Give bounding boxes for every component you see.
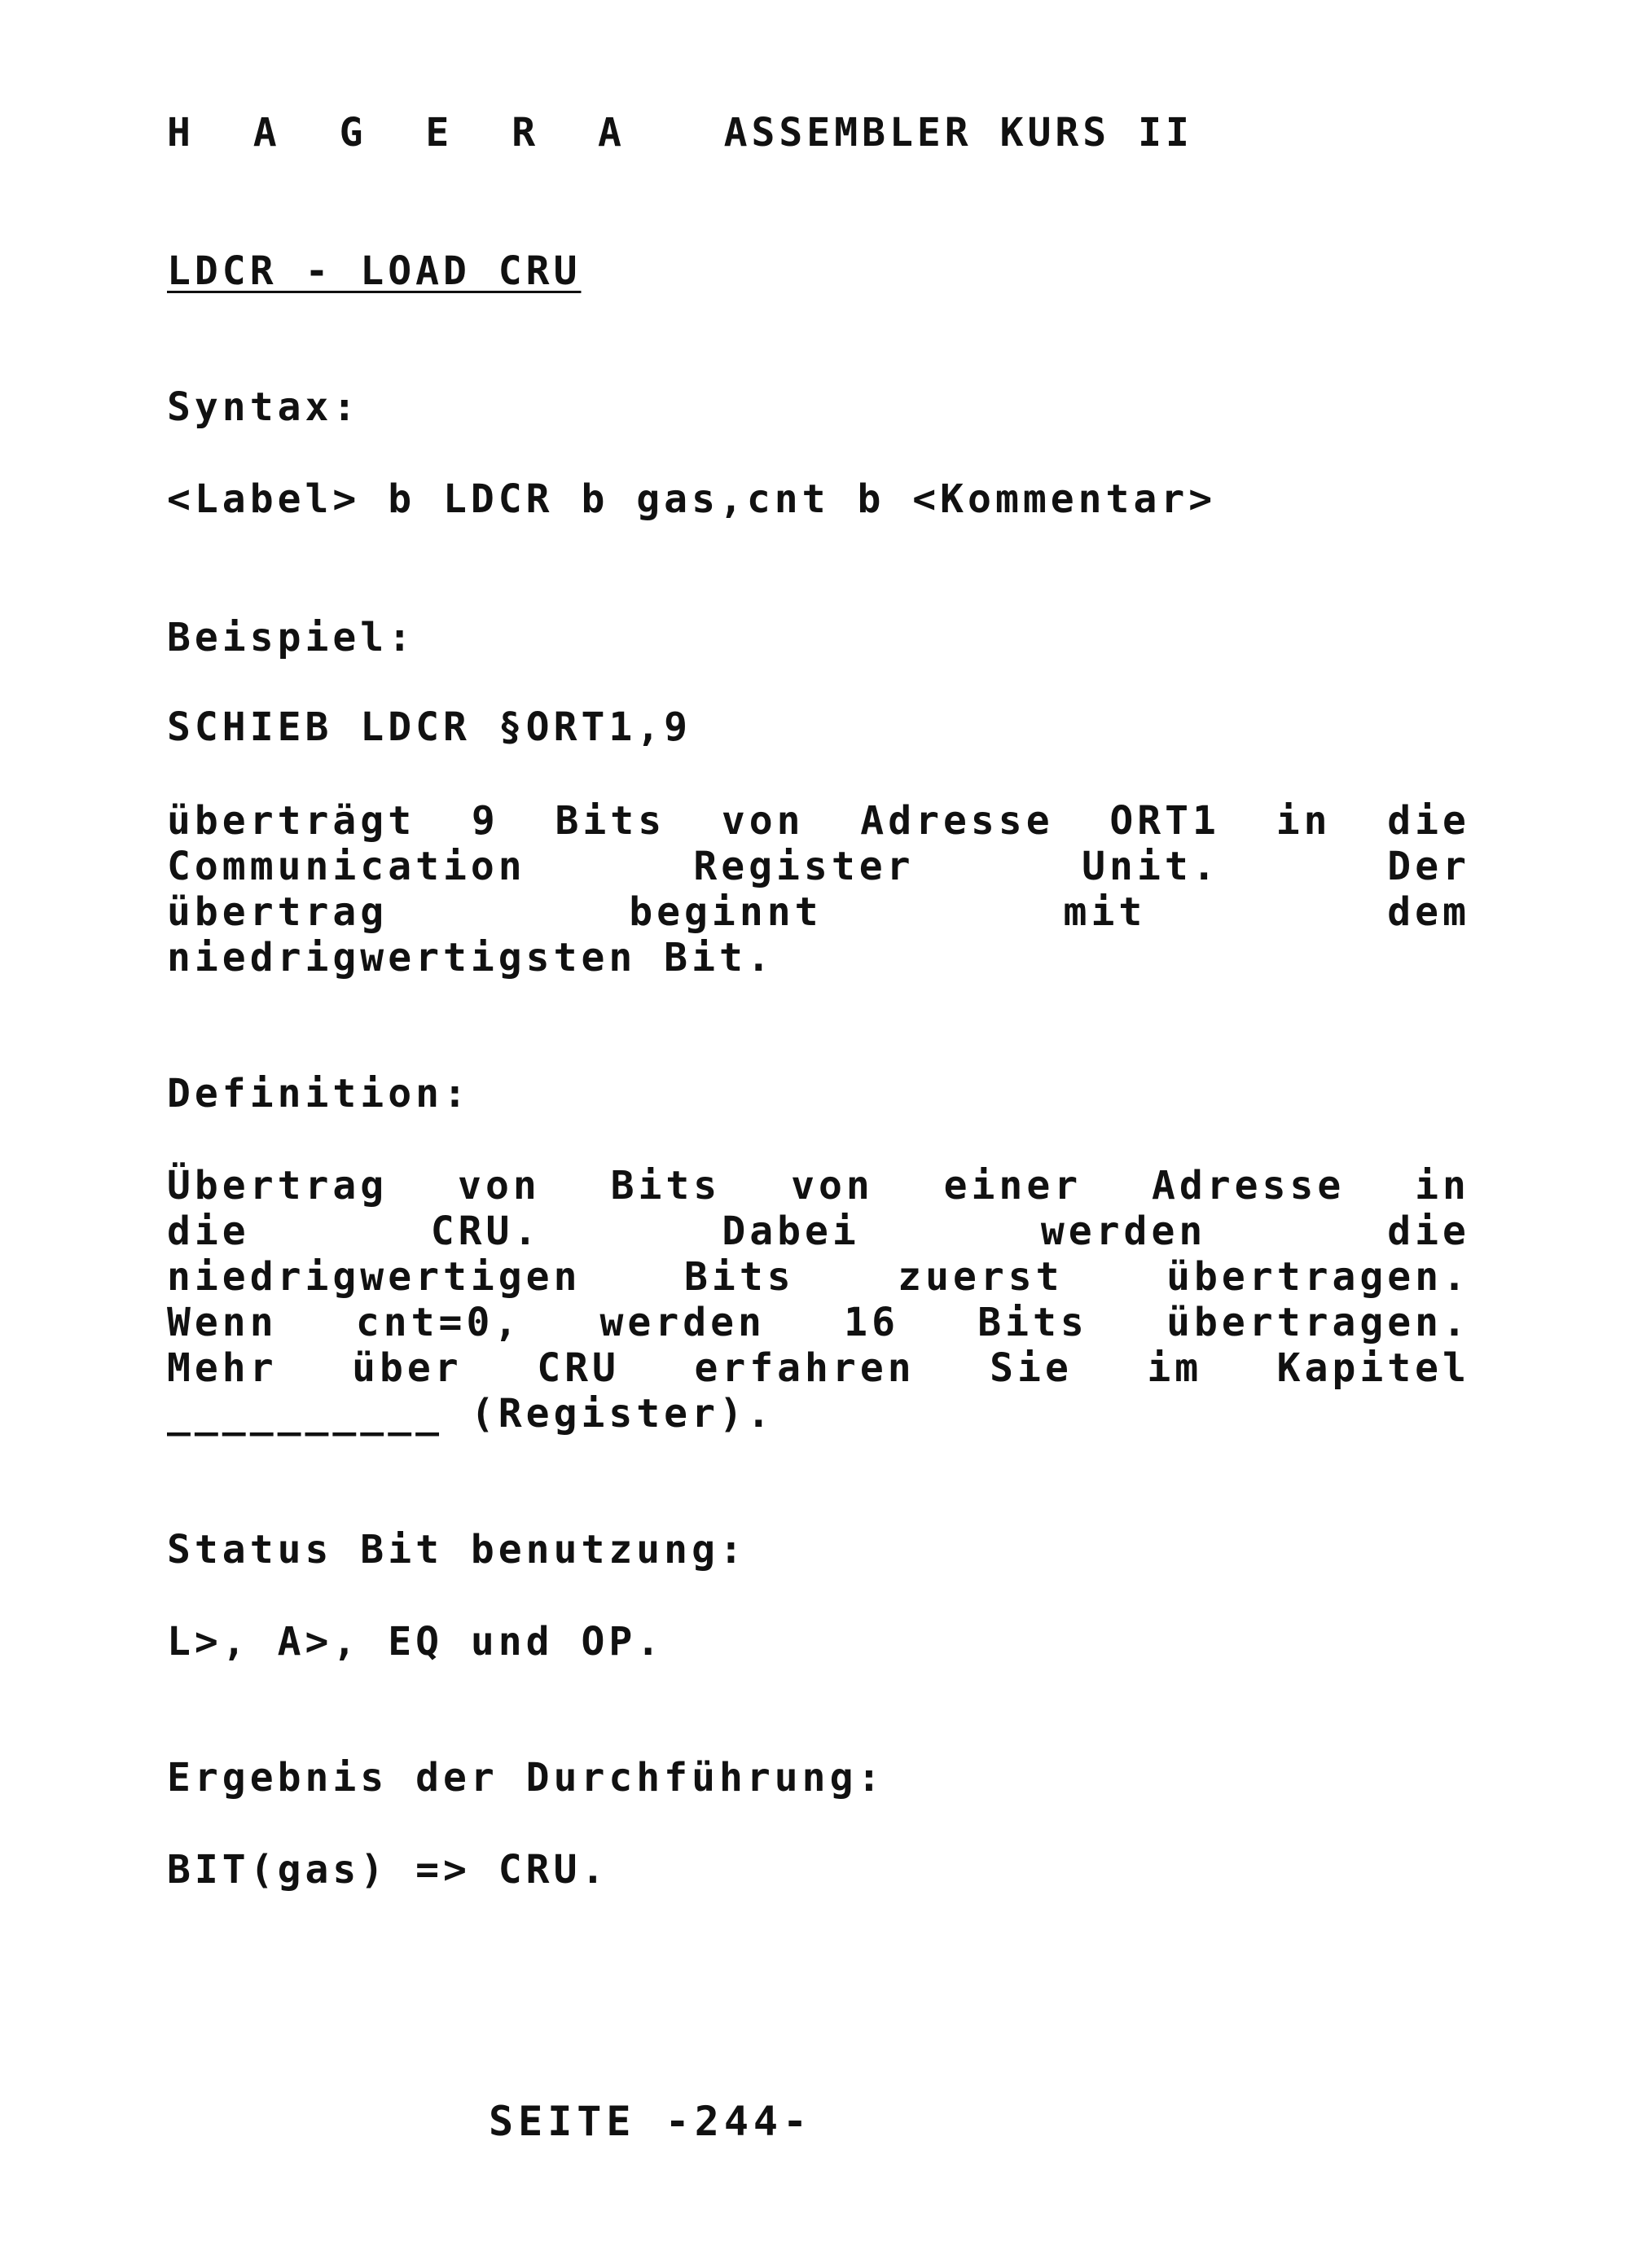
header-brand: H A G E R A xyxy=(167,110,641,156)
example-heading: Beispiel: xyxy=(167,615,416,660)
word: Mehr xyxy=(167,1345,278,1391)
word: überträgt xyxy=(167,798,416,844)
page-number: SEITE -244- xyxy=(489,2098,813,2145)
word: Unit. xyxy=(1082,844,1220,889)
word: Wenn xyxy=(167,1300,278,1345)
syntax-line: <Label> b LDCR b gas,cnt b <Kommentar> xyxy=(167,476,1217,522)
definition-line-5 xyxy=(167,1345,1470,1391)
word: 9 xyxy=(471,798,499,844)
word: ORT1 xyxy=(1109,798,1220,844)
word: Register xyxy=(693,844,915,889)
word: über xyxy=(352,1345,463,1391)
word: beginnt xyxy=(629,889,823,935)
result-line: BIT(gas) => CRU. xyxy=(167,1847,609,1893)
word: im xyxy=(1147,1345,1203,1391)
word: cnt=0, xyxy=(355,1300,522,1345)
word: Bits xyxy=(977,1300,1088,1345)
word: Übertrag xyxy=(167,1163,389,1209)
word: dem xyxy=(1387,889,1470,935)
word: in xyxy=(1415,1163,1470,1209)
word: mit xyxy=(1063,889,1147,935)
word: übertragen. xyxy=(1166,1254,1470,1300)
definition-line-6: __________ (Register). xyxy=(167,1391,775,1437)
word: Communication xyxy=(167,844,526,889)
definition-line-1 xyxy=(167,1163,1470,1209)
word: Kapitel xyxy=(1276,1345,1470,1391)
word: die xyxy=(167,1209,250,1254)
word: Adresse xyxy=(860,798,1054,844)
word: die xyxy=(1387,1209,1470,1254)
word: CRU xyxy=(537,1345,620,1391)
word: Sie xyxy=(990,1345,1073,1391)
word: niedrigwertigen xyxy=(167,1254,582,1300)
word: Adresse xyxy=(1151,1163,1346,1209)
definition-line-4 xyxy=(167,1300,1470,1345)
word: CRU. xyxy=(430,1209,542,1254)
definition-line-3 xyxy=(167,1254,1470,1300)
word: werden xyxy=(599,1300,766,1345)
word: übertrag xyxy=(167,889,389,935)
example-code: SCHIEB LDCR §ORT1,9 xyxy=(167,704,692,750)
word: Der xyxy=(1387,844,1470,889)
word: zuerst xyxy=(898,1254,1064,1300)
word: in xyxy=(1276,798,1332,844)
word: übertragen. xyxy=(1166,1300,1470,1345)
result-heading: Ergebnis der Durchführung: xyxy=(167,1755,885,1801)
definition-heading: Definition: xyxy=(167,1071,471,1116)
status-heading: Status Bit benutzung: xyxy=(167,1527,747,1573)
word: erfahren xyxy=(694,1345,915,1391)
header-course: ASSEMBLER KURS II xyxy=(723,110,1193,156)
example-desc-line-4: niedrigwertigsten Bit. xyxy=(167,935,775,980)
word: einer xyxy=(943,1163,1082,1209)
word: Bits xyxy=(555,798,666,844)
word: die xyxy=(1387,798,1470,844)
example-desc-line-1 xyxy=(167,798,1470,844)
status-line: L>, A>, EQ und OP. xyxy=(167,1619,665,1665)
word: Bits xyxy=(684,1254,795,1300)
word: von xyxy=(458,1163,541,1209)
section-title: LDCR - LOAD CRU xyxy=(167,248,582,294)
word: Bits xyxy=(610,1163,722,1209)
word: 16 xyxy=(844,1300,899,1345)
definition-line-2 xyxy=(167,1209,1470,1254)
header xyxy=(167,110,1193,156)
word: Dabei xyxy=(722,1209,860,1254)
example-desc-line-3 xyxy=(167,889,1470,935)
word: von xyxy=(721,798,805,844)
example-desc-line-2 xyxy=(167,844,1470,889)
syntax-heading: Syntax: xyxy=(167,384,361,430)
word: werden xyxy=(1040,1209,1207,1254)
word: von xyxy=(791,1163,874,1209)
